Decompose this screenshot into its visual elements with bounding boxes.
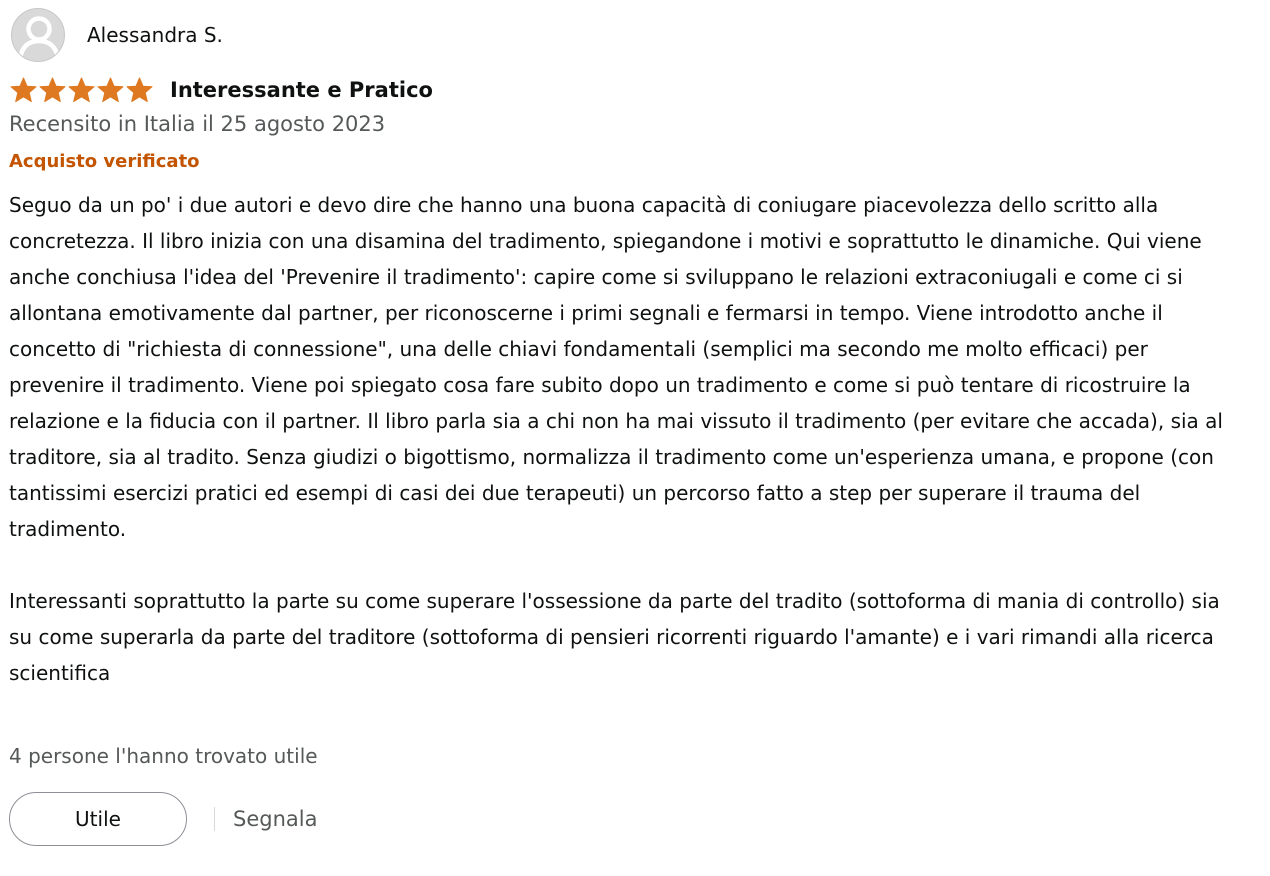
- helpful-count: 4 persone l'hanno trovato utile: [9, 744, 318, 768]
- avatar: [11, 8, 65, 62]
- review-date: Recensito in Italia il 25 agosto 2023: [9, 112, 386, 136]
- star-rating[interactable]: [10, 77, 153, 103]
- review-paragraph: Seguo da un po' i due autori e devo dire che hanno una buona capacità di coniugare piacevolezza dello scritto alla concretezza. Il libro inizia con una disamina del tradimento, spiegandone i motivi e soprattutto le dinamiche. Qui viene anche conchiusa l'idea del 'Prevenire il tradimento': capire come si sviluppano le relazioni extraconiugali e come ci si allontana emotivamente dal partner, per riconoscerne i primi segnali e fermarsi in tempo. Viene introdotto anche il concetto di "richiesta di connessione", una delle chiavi fondamentali (semplici ma secondo me molto efficaci) per prevenire il tradimento. Viene poi spiegato cosa fare subito dopo un tradimento e come si può tentare di ricostruire la relazione e la fiducia con il partner. Il libro parla sia a chi non ha mai vissuto il tradimento (per evitare che accada), sia al traditore, sia al tradito. Senza giudizi o bigottismo, normalizza il tradimento come un'esperienza umana, e propone (con tantissimi esercizi pratici ed esempi di casi dei due terapeuti) un percorso fatto a step per superare il trauma del tradimento.: [9, 193, 1223, 541]
- star-icon: [126, 77, 153, 103]
- review-title[interactable]: Interessante e Pratico: [170, 78, 433, 102]
- star-icon: [39, 77, 66, 103]
- user-silhouette-icon: [12, 9, 65, 62]
- rating-title-row: [10, 72, 433, 108]
- review-actions: [9, 792, 317, 846]
- report-link[interactable]: Segnala: [233, 807, 318, 831]
- author-name[interactable]: Alessandra S.: [87, 23, 223, 47]
- star-icon: [68, 77, 95, 103]
- author-row: [11, 9, 223, 61]
- helpful-button[interactable]: Utile: [9, 792, 187, 846]
- review-paragraph: Interessanti soprattutto la parte su come superare l'ossessione da parte del tradito (sottoforma di mania di controllo) sia su come superarla da parte del traditore (sottoforma di pensieri ricorrenti riguardo l'amante) e i vari rimandi alla ricerca scientifica: [9, 589, 1220, 685]
- divider: [214, 807, 215, 831]
- verified-purchase-badge[interactable]: Acquisto verificato: [9, 151, 200, 172]
- star-icon: [97, 77, 124, 103]
- review-body: [9, 187, 1249, 691]
- star-icon: [10, 77, 37, 103]
